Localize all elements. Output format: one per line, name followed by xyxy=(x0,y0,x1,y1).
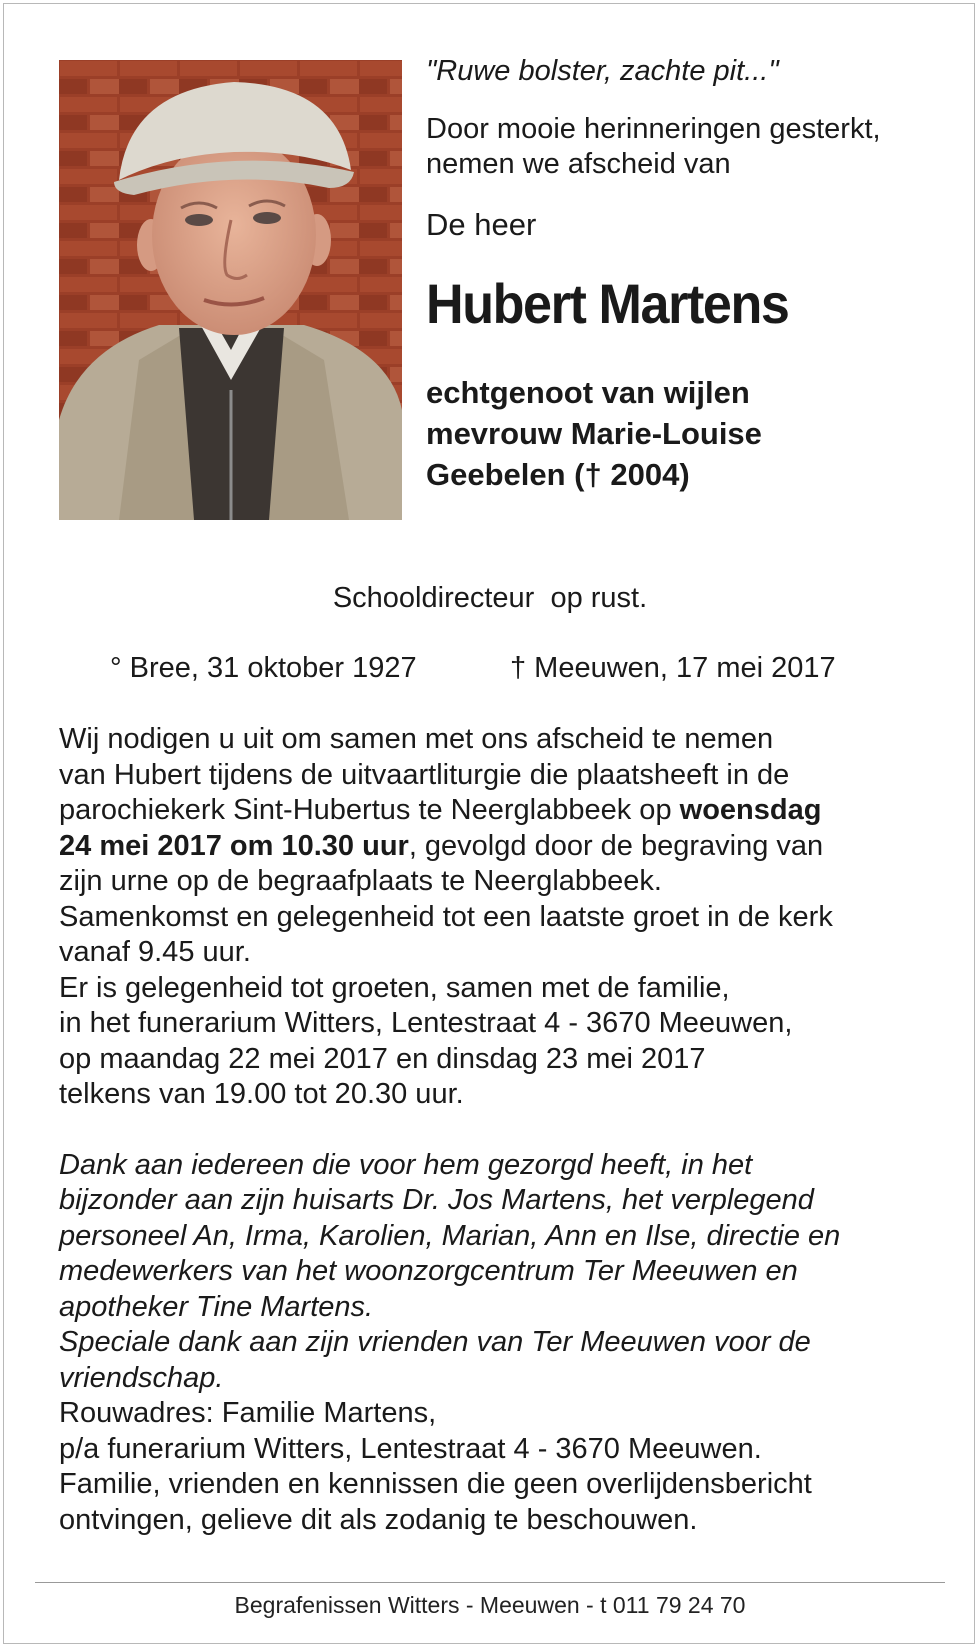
text-line: Dank aan iedereen die voor hem gezorgd heeft, in het xyxy=(59,1148,753,1181)
spouse-line: echtgenoot van wijlen xyxy=(426,375,750,410)
ceremony-paragraph xyxy=(59,722,939,1113)
intro-line: nemen we afscheid van xyxy=(426,148,731,180)
text-line: medewerkers van het woonzorgcentrum Ter Meeuwen en xyxy=(59,1255,798,1287)
text-line: parochiekerk Sint-Hubertus te Neerglabbeek op xyxy=(59,794,680,826)
mourning-address xyxy=(59,1396,939,1467)
text-line: Rouwadres: Familie Martens, xyxy=(59,1397,437,1429)
spacer xyxy=(59,1113,939,1148)
deceased-name: Hubert Martens xyxy=(426,272,789,335)
text-line: op maandag 22 mei 2017 en dinsdag 23 mei 2017 xyxy=(59,1042,706,1075)
text-line: in het funerarium Witters, Lentestraat 4 - 3670 Meeuwen, xyxy=(59,1007,793,1039)
text-line: ontvingen, gelieve dit als zodanig te beschouwen. xyxy=(59,1503,698,1536)
portrait-photo xyxy=(59,60,402,520)
birth-date: ° Bree, 31 oktober 1927 xyxy=(110,652,417,684)
footer-divider xyxy=(35,1582,945,1583)
quote: "Ruwe bolster, zachte pit..." xyxy=(426,55,779,87)
funeral-home-footer: Begrafenissen Witters - Meeuwen - t 011 79 24 70 xyxy=(234,1592,746,1618)
spouse-info xyxy=(426,372,946,495)
text-line: Er is gelegenheid tot groeten, samen met de familie, xyxy=(59,971,730,1004)
text-line: Speciale dank aan zijn vrienden van Ter Meeuwen voor de xyxy=(59,1326,811,1358)
text-line: van Hubert tijdens de uitvaartliturgie die plaatsheeft in de xyxy=(59,758,790,791)
ceremony-datetime: 24 mei 2017 om 10.30 uur xyxy=(59,829,409,862)
text-line: personeel An, Irma, Karolien, Marian, Ann en Ilse, directie en xyxy=(59,1219,841,1252)
text-line: zijn urne op de begraafplaats te Neerglabbeek. xyxy=(59,865,662,897)
profession: Schooldirecteur op rust. xyxy=(332,582,648,614)
intro-text xyxy=(426,112,946,182)
honorific: De heer xyxy=(426,207,537,242)
spouse-line: Geebelen († 2004) xyxy=(426,457,690,492)
text-line: telkens van 19.00 tot 20.30 uur. xyxy=(59,1078,464,1110)
intro-block xyxy=(426,52,946,495)
text-line: apotheker Tine Martens. xyxy=(59,1290,374,1323)
thanks-paragraph xyxy=(59,1148,939,1397)
death-date: † Meeuwen, 17 mei 2017 xyxy=(510,652,836,684)
text-line: vanaf 9.45 uur. xyxy=(59,936,251,968)
text-line: p/a funerarium Witters, Lentestraat 4 - 3670 Meeuwen. xyxy=(59,1432,762,1465)
text-line: Samenkomst en gelegenheid tot een laatste groet in de kerk xyxy=(59,900,833,933)
ceremony-day: woensdag xyxy=(679,794,822,826)
notice-paragraph xyxy=(59,1467,939,1538)
text-line: , gevolgd door de begraving van xyxy=(408,829,824,862)
text-line: Wij nodigen u uit om samen met ons afscheid te nemen xyxy=(59,723,774,755)
intro-line: Door mooie herinneringen gesterkt, xyxy=(426,113,881,145)
spouse-line: mevrouw Marie-Louise xyxy=(426,416,762,451)
text-line: bijzonder aan zijn huisarts Dr. Jos Martens, het verplegend xyxy=(59,1184,814,1216)
text-line: Familie, vrienden en kennissen die geen overlijdensbericht xyxy=(59,1468,812,1500)
text-line: vriendschap. xyxy=(59,1361,224,1394)
announcement-body xyxy=(59,722,939,1538)
